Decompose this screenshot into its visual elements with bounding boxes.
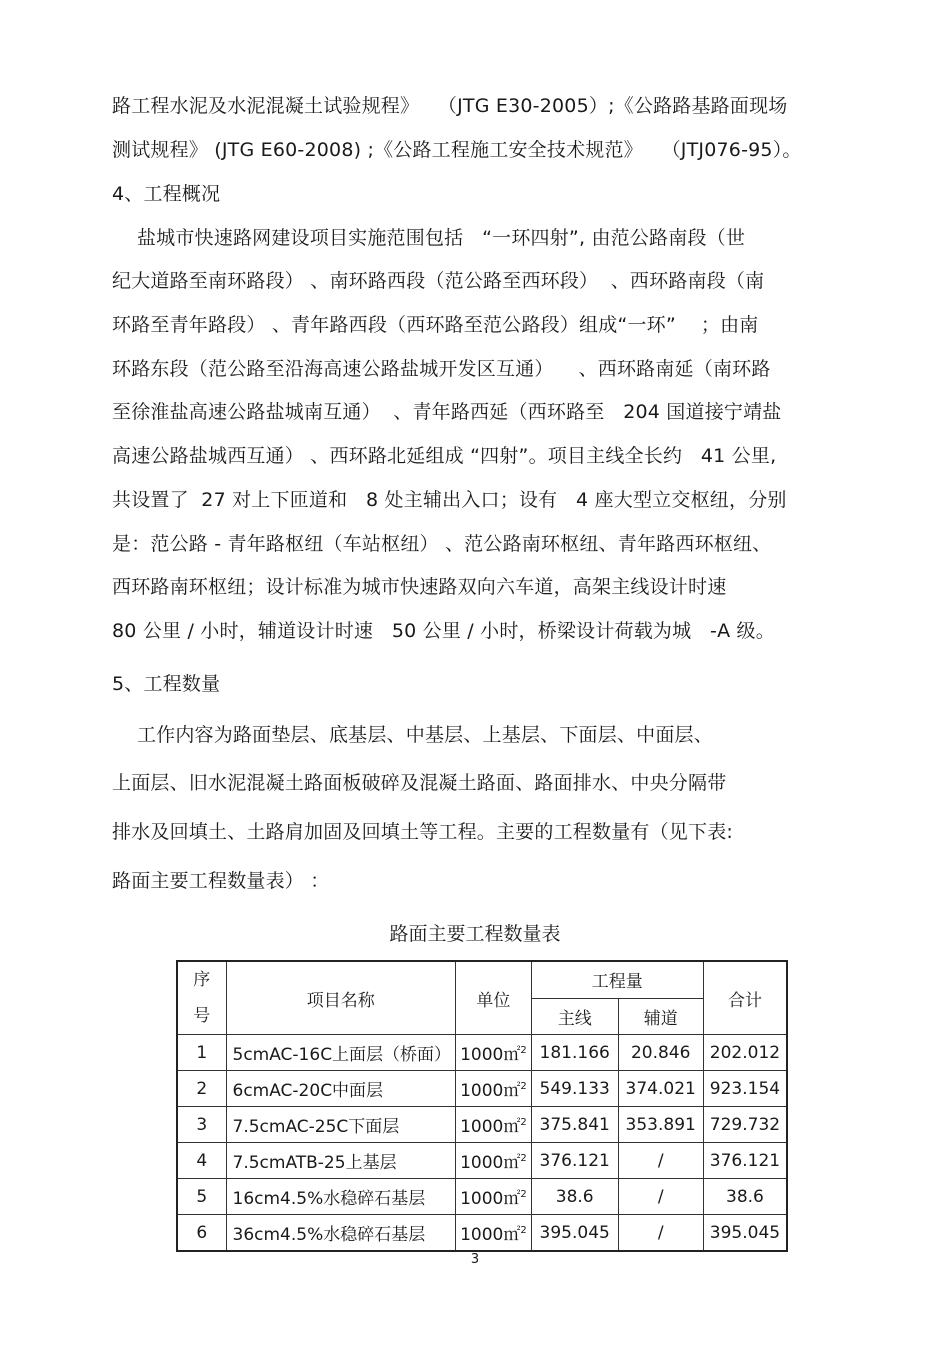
unit-superscript: 2 (520, 1189, 527, 1200)
cell-seq: 4 (177, 1143, 226, 1179)
cell-name: 6cmAC-20C中面层 (226, 1071, 456, 1107)
cell-seq: 5 (177, 1179, 226, 1215)
paragraph-line: 共设置了 27 对上下匝道和 8 处主辅出入口；设有 4 座大型立交枢纽，分别 (112, 489, 787, 511)
cell-name: 7.5cmAC-25C下面层 (226, 1107, 456, 1143)
unit-superscript: 2 (520, 1117, 527, 1128)
cell-seq: 1 (177, 1035, 226, 1071)
header-total: 合计 (703, 961, 787, 1035)
cell-aux: 374.021 (618, 1071, 703, 1107)
header-quantity: 工程量 (531, 961, 703, 998)
cell-main: 375.841 (531, 1107, 618, 1143)
header-seq (177, 961, 226, 1035)
table-row (177, 1179, 787, 1215)
cell-unit: 1000㎡$^2$ (456, 1107, 532, 1143)
cell-seq: 2 (177, 1071, 226, 1107)
cell-name: 36cm4.5%水稳碎石基层 (226, 1215, 456, 1252)
paragraph-line: 至徐淮盐高速公路盐城南互通） 、青年路西延（西环路至 204 国道接宁靖盐 (112, 401, 782, 423)
paragraph-line: 排水及回填土、土路肩加固及回填土等工程。主要的工程数量有（见下表: (112, 821, 734, 843)
page-number: 3 (470, 1252, 480, 1267)
table-row (177, 1071, 787, 1107)
cell-aux: 353.891 (618, 1107, 703, 1143)
section-heading: 4、工程概况 (112, 183, 221, 205)
cell-aux: / (618, 1179, 703, 1215)
cell-main: 549.133 (531, 1071, 618, 1107)
cell-unit: 1000㎡$^2$ (456, 1179, 532, 1215)
cell-name: 7.5cmATB-25上基层 (226, 1143, 456, 1179)
cell-main: 38.6 (531, 1179, 618, 1215)
cell-seq: 6 (177, 1215, 226, 1252)
paragraph-line: 高速公路盐城西互通） 、西环路北延组成 “四射”。项目主线全长约 41 公里, (112, 445, 777, 467)
cell-name: 5cmAC-16C上面层（桥面） (226, 1035, 456, 1071)
paragraph-line: 纪大道路至南环路段） 、南环路西段（范公路至西环段） 、西环路南段（南 (112, 270, 765, 292)
table-row (177, 1035, 787, 1071)
header-seq-bottom: 号 (193, 1006, 211, 1026)
paragraph-line: 路工程水泥及水泥混凝土试验规程》 （JTG E30-2005）;《公路路基路面现场 (112, 95, 788, 117)
table-row (177, 1215, 787, 1252)
cell-total: 729.732 (703, 1107, 787, 1143)
cell-unit: 1000㎡$^2$ (456, 1035, 532, 1071)
paragraph-line: 西环路南环枢纽；设计标准为城市快速路双向六车道，高架主线设计时速 (112, 576, 727, 598)
paragraph-line: 环路至青年路段） 、青年路西段（西环路至范公路段）组成“一环” ；由南 (112, 314, 759, 336)
cell-unit: 1000㎡$^2$ (456, 1143, 532, 1179)
table-row (177, 1107, 787, 1143)
cell-total: 923.154 (703, 1071, 787, 1107)
paragraph-line: 测试规程》 (JTG E60-2008) ;《公路工程施工安全技术规范》 （JTJ076-95）。 (112, 139, 802, 161)
cell-aux: / (618, 1143, 703, 1179)
paragraph-line: 盐城市快速路网建设项目实施范围包括 “一环四射”, 由范公路南段（世 (112, 227, 746, 249)
unit-superscript: 2 (520, 1153, 527, 1164)
section-heading: 5、工程数量 (112, 673, 221, 695)
paragraph-line: 环路东段（范公路至沿海高速公路盐城开发区互通） 、西环路南延（南环路 (112, 358, 771, 380)
header-aux: 辅道 (618, 998, 703, 1034)
cell-unit: 1000㎡$^2$ (456, 1071, 532, 1107)
table-title: 路面主要工程数量表 (389, 923, 561, 945)
cell-total: 376.121 (703, 1143, 787, 1179)
cell-unit: 1000㎡$^2$ (456, 1215, 532, 1252)
unit-superscript: 2 (520, 1081, 527, 1092)
paragraph-line: 是：范公路 - 青年路枢纽（车站枢纽） 、范公路南环枢纽、青年路西环枢纽、 (112, 533, 772, 555)
cell-total: 395.045 (703, 1215, 787, 1252)
cell-total: 38.6 (703, 1179, 787, 1215)
paragraph-line: 80 公里 / 小时，辅道设计时速 50 公里 / 小时，桥梁设计荷载为城 -A 级。 (112, 620, 775, 642)
table-row (177, 1143, 787, 1179)
cell-main: 181.166 (531, 1035, 618, 1071)
paragraph-line: 工作内容为路面垫层、底基层、中基层、上基层、下面层、中面层、 (112, 724, 713, 746)
header-unit: 单位 (456, 961, 532, 1035)
table-header-row (177, 961, 787, 998)
paragraph-line: 上面层、旧水泥混凝土路面板破碎及混凝土路面、路面排水、中央分隔带 (112, 772, 727, 794)
cell-aux: / (618, 1215, 703, 1252)
unit-superscript: 2 (520, 1045, 527, 1056)
quantity-table (176, 960, 788, 1252)
unit-superscript: 2 (520, 1225, 527, 1236)
header-name: 项目名称 (226, 961, 456, 1035)
cell-seq: 3 (177, 1107, 226, 1143)
cell-main: 395.045 (531, 1215, 618, 1252)
cell-aux: 20.846 (618, 1035, 703, 1071)
header-seq-top: 序 (193, 970, 211, 990)
cell-main: 376.121 (531, 1143, 618, 1179)
paragraph-line: 路面主要工程数量表） ： (112, 870, 330, 892)
cell-total: 202.012 (703, 1035, 787, 1071)
cell-name: 16cm4.5%水稳碎石基层 (226, 1179, 456, 1215)
header-main: 主线 (531, 998, 618, 1034)
